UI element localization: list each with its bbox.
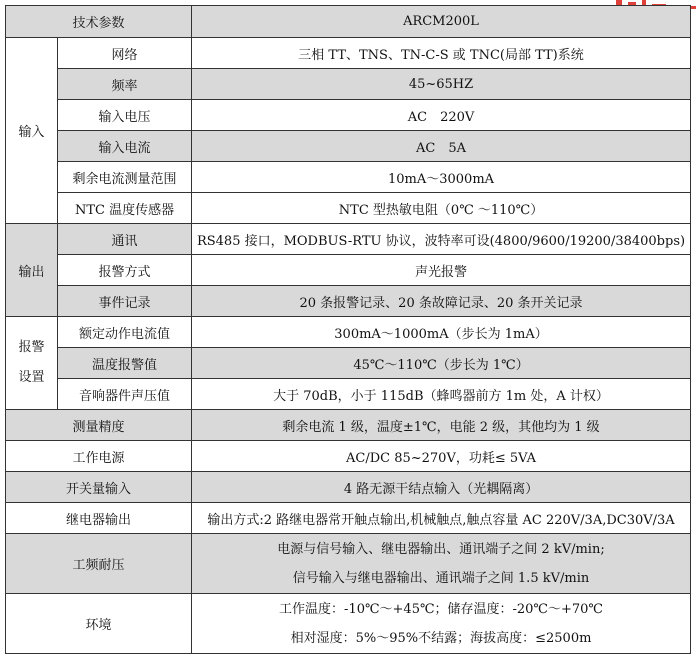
row-value: 300mA～1000mA（步长为 1mA） — [192, 317, 691, 348]
row-value: 4 路无源干结点输入（光耦隔离） — [192, 472, 691, 503]
table-row — [6, 38, 691, 69]
table-row — [6, 594, 691, 654]
row-label: NTC 温度传感器 — [58, 193, 192, 224]
table-row — [6, 224, 691, 255]
row-label: 开关量输入 — [6, 472, 192, 503]
row-value: 声光报警 — [192, 255, 691, 286]
withstand-line2: 信号输入与继电器输出、通讯端子之间 1.5 kV/min — [292, 570, 590, 586]
row-value: 45~65HZ — [192, 69, 691, 100]
table-row — [6, 193, 691, 224]
row-value: AC/DC 85~270V，功耗≤ 5VA — [192, 441, 691, 472]
group-input: 输入 — [6, 38, 58, 224]
withstand-label: 工频耐压 — [6, 534, 192, 594]
group-alarm-line2: 设置 — [18, 370, 45, 385]
group-alarm — [6, 317, 58, 410]
row-value: 10mA～3000mA — [192, 162, 691, 193]
table-row — [6, 69, 691, 100]
row-value: RS485 接口，MODBUS-RTU 协议，波特率可设(4800/9600/19200/38400bps) — [192, 224, 691, 255]
row-value: AC 220V — [192, 100, 691, 131]
table-row — [6, 441, 691, 472]
environment-line1: 工作温度：-10℃～+45℃；储存温度：-20℃～+70℃ — [279, 601, 603, 617]
row-label: 继电器输出 — [6, 503, 192, 534]
row-value: 输出方式:2 路继电器常开触点输出,机械触点,触点容量 AC 220V/3A,DC30V/3A — [192, 503, 691, 534]
row-value: 剩余电流 1 级，温度±1℃，电能 2 级，其他均为 1 级 — [192, 410, 691, 441]
row-label: 温度报警值 — [58, 348, 192, 379]
table-row — [6, 348, 691, 379]
row-label: 事件记录 — [58, 286, 192, 317]
row-label: 剩余电流测量范围 — [58, 162, 192, 193]
header-model: ARCM200L — [192, 6, 691, 38]
table-row — [6, 379, 691, 410]
row-label: 输入电压 — [58, 100, 192, 131]
header-param: 技术参数 — [6, 6, 192, 38]
row-label: 额定动作电流值 — [58, 317, 192, 348]
group-output: 输出 — [6, 224, 58, 317]
table-row — [6, 534, 691, 594]
group-alarm-line1: 报警 — [18, 340, 45, 355]
table-row — [6, 100, 691, 131]
table-row — [6, 317, 691, 348]
table-row — [6, 410, 691, 441]
row-value: 大于 70dB，小于 115dB（蜂鸣器前方 1m 处，A 计权） — [192, 379, 691, 410]
row-value: 20 条报警记录、20 条故障记录、20 条开关记录 — [192, 286, 691, 317]
row-label: 通讯 — [58, 224, 192, 255]
table-row — [6, 255, 691, 286]
row-label: 工作电源 — [6, 441, 192, 472]
row-label: 输入电流 — [58, 131, 192, 162]
row-value: NTC 型热敏电阻（0℃ ～110℃） — [192, 193, 691, 224]
row-label: 报警方式 — [58, 255, 192, 286]
row-label: 网络 — [58, 38, 192, 69]
environment-label: 环境 — [6, 594, 192, 654]
table-row — [6, 286, 691, 317]
environment-line2: 相对湿度：5%～95%不结露；海拔高度：≤2500m — [290, 630, 592, 646]
table-row — [6, 162, 691, 193]
row-value: 45℃～110℃（步长为 1℃） — [192, 348, 691, 379]
withstand-value — [192, 534, 691, 594]
row-value: AC 5A — [192, 131, 691, 162]
table-row — [6, 131, 691, 162]
environment-value — [192, 594, 691, 654]
table-row — [6, 503, 691, 534]
withstand-line1: 电源与信号输入、继电器输出、通讯端子之间 2 kV/min; — [277, 541, 605, 557]
table-header-row — [6, 6, 691, 38]
row-label: 测量精度 — [6, 410, 192, 441]
spec-table — [5, 5, 691, 654]
row-value: 三相 TT、TNS、TN-C-S 或 TNC(局部 TT)系统 — [192, 38, 691, 69]
row-label: 频率 — [58, 69, 192, 100]
row-label: 音响器件声压值 — [58, 379, 192, 410]
table-row — [6, 472, 691, 503]
